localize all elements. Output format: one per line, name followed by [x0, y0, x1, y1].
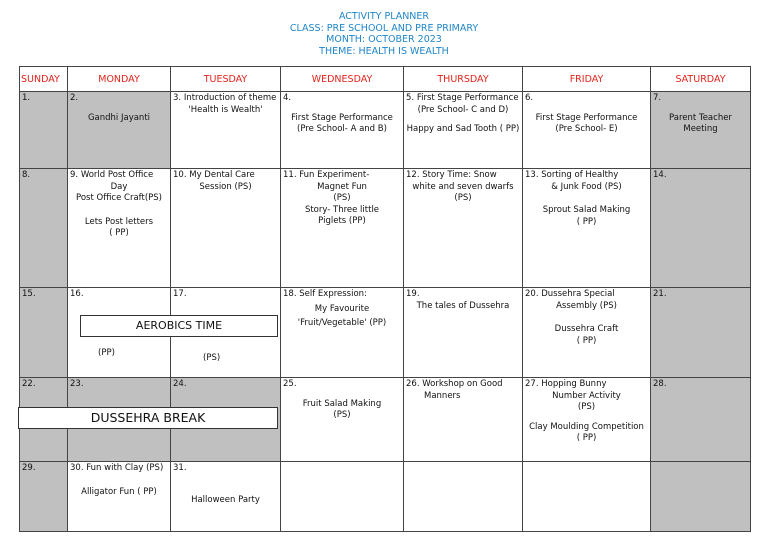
activity-text: Fruit Salad Making	[302, 398, 382, 409]
day-cell	[68, 92, 171, 169]
week-row	[20, 92, 751, 169]
day-cell	[651, 462, 751, 532]
date-number: 14.	[653, 170, 667, 180]
week-row	[20, 462, 751, 532]
day-cell	[651, 169, 751, 288]
activity-text: Dussehra Craft	[554, 324, 619, 334]
activity-text: Piglets (PP)	[318, 216, 366, 226]
date-number: 17.	[173, 289, 187, 299]
day-cell	[523, 378, 651, 462]
activity-text: (Pre School- A and B)	[297, 124, 387, 134]
activity-text: First Stage Performance	[291, 112, 393, 123]
day-cell	[651, 378, 751, 462]
day-cell	[523, 92, 651, 169]
month-line: MONTH: OCTOBER 2023	[326, 34, 442, 45]
day-cell	[404, 169, 523, 288]
activity-text: (PS)	[454, 193, 472, 203]
date-number-activity	[70, 463, 168, 475]
date-number: 20.	[525, 289, 539, 299]
day-header-thursday: THURSDAY	[404, 67, 523, 92]
activity-text: Post Office Craft(PS)	[76, 193, 162, 203]
planner-title: ACTIVITY PLANNER	[338, 11, 430, 22]
day-cell	[523, 288, 651, 378]
activity-text: (Pre School- C and D)	[417, 104, 509, 115]
date-number: 30.	[70, 463, 84, 473]
date-number: 22.	[22, 379, 36, 389]
aerobics-time-banner: AEROBICS TIME	[80, 315, 278, 337]
date-number: 8.	[22, 170, 31, 180]
week-row	[20, 169, 751, 288]
activity-text: Lets Post letters	[84, 216, 154, 227]
activity-text: World Post Office	[80, 170, 154, 180]
date-number: 25.	[283, 379, 297, 389]
activity-text: Assembly (PS)	[556, 300, 617, 311]
day-cell	[20, 462, 68, 532]
activity-text: ( PP)	[109, 228, 129, 238]
activity-text: Meeting	[683, 124, 718, 134]
activity-text: (PS)	[333, 193, 351, 203]
day-cell	[281, 288, 404, 378]
activity-text: 'Fruit/Vegetable' (PP)	[297, 318, 387, 328]
date-number: 1.	[22, 93, 31, 103]
activity-text: Magnet Fun	[317, 181, 367, 192]
date-number: 13.	[525, 170, 539, 180]
day-cell	[281, 169, 404, 288]
activity-text: (Pre School- E)	[555, 124, 618, 134]
activity-text: ( PP)	[576, 335, 597, 346]
day-cell	[404, 378, 523, 462]
activity-text: Alligator Fun ( PP)	[81, 486, 157, 497]
day-header-row	[20, 67, 751, 92]
activity-text: Fun with Clay (PS)	[86, 463, 164, 473]
day-cell	[171, 169, 281, 288]
day-cell	[171, 92, 281, 169]
activity-text: Sorting of Healthy	[541, 170, 619, 180]
date-number: 2.	[70, 93, 79, 103]
date-number: 11.	[283, 170, 297, 180]
date-number: 19.	[406, 289, 420, 299]
theme-line: THEME: HEALTH IS WEALTH	[319, 45, 449, 57]
activity-text: Number Activity	[552, 390, 621, 401]
day-cell	[523, 462, 651, 532]
activity-text: Sprout Salad Making	[542, 205, 631, 215]
activity-text: The tales of Dussehra	[416, 300, 510, 311]
activity-text: (PP)	[98, 347, 115, 358]
date-number: 7.	[653, 93, 662, 103]
date-number: 6.	[525, 93, 534, 103]
dussehra-break-banner: DUSSEHRA BREAK	[18, 407, 278, 429]
date-number: 28.	[653, 379, 667, 389]
day-cell	[20, 288, 68, 378]
day-header-monday: MONDAY	[68, 67, 171, 92]
activity-text: ( PP)	[576, 433, 597, 443]
date-number: 16.	[70, 289, 84, 299]
day-header-sunday: SUNDAY	[20, 67, 68, 92]
activity-text: ( PP)	[576, 216, 597, 227]
activity-text: (PS)	[333, 410, 351, 420]
date-number: 23.	[70, 379, 84, 389]
date-number: 26.	[406, 379, 420, 389]
date-number: 18.	[283, 289, 297, 299]
activity-text: 'Health is Wealth'	[188, 104, 263, 115]
date-number: 21.	[653, 289, 667, 299]
date-number: 3.	[173, 93, 182, 103]
planner-header	[0, 11, 768, 57]
day-cell	[20, 169, 68, 288]
activity-text: Fun Experiment-	[299, 170, 370, 180]
date-number: 29.	[22, 463, 36, 473]
activity-text: Clay Moulding Competition	[529, 421, 644, 432]
activity-text: Session (PS)	[199, 181, 252, 192]
date-number: 9.	[70, 170, 79, 180]
activity-text: white and seven dwarfs	[412, 181, 514, 192]
activity-text: (PS)	[577, 402, 596, 412]
activity-text: Halloween Party	[191, 494, 260, 505]
activity-text: Story Time: Snow	[422, 170, 497, 180]
day-cell	[20, 92, 68, 169]
date-number: 31.	[173, 463, 187, 473]
activity-text: Story- Three little	[304, 204, 380, 215]
day-header-wednesday: WEDNESDAY	[281, 67, 404, 92]
activity-text: Hopping Bunny	[541, 379, 607, 389]
day-cell	[651, 288, 751, 378]
day-cell	[523, 169, 651, 288]
date-number: 12.	[406, 170, 420, 180]
calendar-table	[19, 66, 751, 532]
day-cell	[651, 92, 751, 169]
day-cell	[404, 462, 523, 532]
date-number: 5.	[406, 93, 415, 103]
class-line: CLASS: PRE SCHOOL AND PRE PRIMARY	[289, 22, 479, 34]
date-number: 24.	[173, 379, 187, 389]
activity-text: Parent Teacher	[669, 112, 732, 123]
day-cell	[171, 462, 281, 532]
day-header-friday: FRIDAY	[523, 67, 651, 92]
day-cell	[281, 378, 404, 462]
activity-text: Happy and Sad Tooth ( PP)	[406, 124, 520, 134]
activity-text: Day	[110, 181, 128, 192]
activity-text: First Stage Performance	[535, 112, 638, 123]
date-number: 27.	[525, 379, 539, 389]
activity-text: Gandhi Jayanti	[87, 112, 151, 123]
day-cell	[404, 288, 523, 378]
date-number: 15.	[22, 289, 36, 299]
activity-text: Workshop on Good	[422, 379, 503, 389]
day-cell	[281, 92, 404, 169]
activity-text: My Dental Care	[189, 170, 255, 180]
day-header-saturday: SATURDAY	[651, 67, 751, 92]
activity-text: & Junk Food (PS)	[551, 181, 622, 192]
activity-text: Self Expression:	[299, 289, 367, 299]
day-cell	[68, 169, 171, 288]
day-cell	[281, 462, 404, 532]
date-number: 10.	[173, 170, 187, 180]
activity-text: My Favourite	[314, 303, 370, 314]
day-cell	[68, 462, 171, 532]
activity-text: Introduction of theme	[183, 93, 277, 103]
date-number: 4.	[283, 93, 292, 103]
activity-text: Dussehra Special	[541, 289, 615, 299]
day-cell	[404, 92, 523, 169]
day-header-tuesday: TUESDAY	[171, 67, 281, 92]
activity-text: First Stage Performance	[416, 93, 519, 103]
activity-text: (PS)	[203, 352, 221, 363]
activity-text: Manners	[424, 390, 461, 401]
